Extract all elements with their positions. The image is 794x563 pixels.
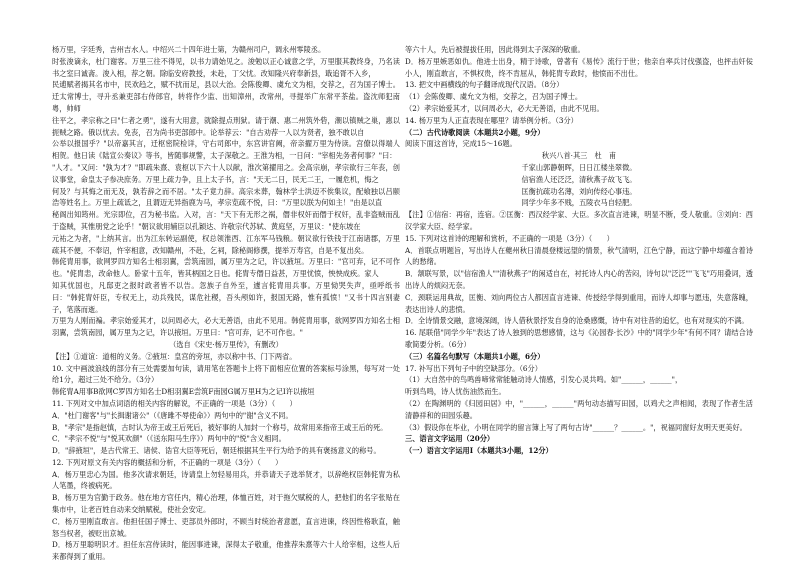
question-12-option-d2: D．杨万里嫉恶如仇。他进士出身，精于诗歌，曾著有《易传》流行于世；他亲自率兵讨伐强盗，也抨击奸佞小人，刚直敢言，不惧权贵，终不肯屈从，韩侂胄专政时，他愤而不出仕。 [405,56,753,78]
question-13-item-1: （1）会陈俊卿、虞允文为相，交荐之，召为国子博士。 [405,92,583,102]
passage-paragraph: 万里为人刚而褊。孝宗始爱其才，以问周必大，必大无善语，由此不见用。韩侂胄用事，欲网罗四方知名士相羽翼，尝筑南园，属万里为之记，许以掖垣。万里曰："官可弃，记不可作也。" [52,316,400,338]
passage-paragraph: 知其忧国也，凡邸吏之报时政者皆不以告。忽族子自外至，遽言侂胄用兵事。万里恸哭失声，亟呼纸书曰："韩侂胄奸臣，专权无上，动兵残民，谋危社稷，吾头颅如许，报国无路，惟有孤愤！"又书十四言别妻子，笔落而逝。 [52,280,400,314]
passage-paragraph: 韩侂胄用事，欲网罗四方知名士相羽翼，尝筑南园，属万里为之记，许以掖垣。万里曰："官可弃，记不可作也。"侂胄恚，改命他人。卧家十五年，皆其柄国之日也。侂胄专僭日益甚，万里忧愤，怏怏成疾。家人 [52,257,400,279]
passage-source: （选自《宋史·杨万里传》，有删改） [169,339,283,349]
subsection-heading-language: （一）语言文字运用Ⅰ（本题共3小题，12分） [405,446,553,456]
question-15-option-d: D．全诗情景交融，意境深阔，诗人借秋景抒发自身的沧桑感慨，诗中有对往昔的追忆，也有对现实的不满。 [405,316,749,326]
question-15-option-a: A．首联点明题旨，写出诗人在夔州秋日清晨登楼远望的情景，秋气清明，江色宁静，而这宁静中却蕴含着诗人的愁绪。 [405,245,753,267]
question-12-option-d: D．杨万里聪明识才。担任东宫侍读时，能因事进谏，深得太子敬重，他推荐朱熹等六十人给宰相，这些人后来都得到了重用。 [52,540,400,562]
passage-paragraph: "人才。"又问："孰为才？"即疏朱熹、袁枢以下六十人以献，淮次第擢用之。会高宗崩，孝宗欲行三年丧，创议事堂，命皇太子参决庶务。万里上疏力争，且上太子书，言："天无二日，民无二王，一履危机，悔之 [52,162,400,184]
poem-line: 匡衡抗疏功名薄，刘向传经心事违。 [521,186,637,196]
poem-note: 【注】①信宿：再宿，连宿。②匡衡：西汉经学家、大臣。多次直言进谏，明显不断，受人敬重。③刘向：西汉学家大臣、经学家。 [405,210,753,231]
question-12-option-c: C．杨万里刚直敢言。他担任国子博士、吏部员外郎时，不顾当时统治者意愿，直言进谏，终因性格耿直，触怒当权者，被贬出京城。 [52,516,400,538]
question-15-option-b: B．颔联写景，以"信宿渔人""清秋燕子"的闲适自在，衬托诗人内心的苦闷，诗句以"泛泛""飞飞"巧用叠词，透出诗人的烦闷无奈。 [405,269,753,290]
poem-line: 同学少年多不贱，五陵衣马自轻肥。 [521,198,637,208]
question-10: 10. 文中画波浪线的部分有三处需要加句读，请用笔在答题卡上将下面相应位置的答案标号涂黑，每写对一处给1分，超过三处不给分。（3分） [52,363,400,385]
question-12-option-b: B．杨万里为官勤于政务。他在地方官任内，精心治理，体恤百姓，对于拖欠赋税的人，把他们的名字张贴在集市中，让老百姓自动来交纳赋税，使社会安定。 [52,493,400,515]
poem-line: 千家山郭静朝晖，日日江楼坐翠微。 [521,162,637,172]
right-column [405,44,753,457]
left-column [52,44,400,563]
question-14: 14. 杨万里为人正直表现在哪里？请举例分析。（3分） [405,115,578,125]
passage-paragraph: 往平之，孝宗称之曰"仁者之勇"，遂有大用意，就除提点刑狱。请于潮、惠二州筑外砦，潮以镇贼之巢，惠以扼贼之路。俄以忧去。免丧，召为尚书吏部郎中。论举荐云："自古劝荐一人以为贤者，独不敢以自 [52,115,400,137]
passage-paragraph: 秘阁出知筠州。光宗即位，召为秘书监。入对，言："天下有无形之祸，僭非权奸而僭于权奸，乱非盗贼而乱于盗贼，其惟朋党之论乎！"朝议欲用辅臣以孔颖达、许敬宗代苏轼、黄庭坚，万里议："使东坡在 [52,210,400,231]
question-15: 15. 下列对这首诗的理解和赏析，不正确的一项是（3分）（ ） [405,233,614,243]
poem-title: 秋兴八首·其三 杜 甫 [541,151,617,161]
passage-paragraph: 公举以报国乎？"以帝嘉其言，迁枢密院检详，守右司郎中，东宫讲官阙，帝亲擢万里为侍读。宫僚以得端人相贺。他日读《陆宣公奏议》等书，皆随事规警，太子深敬之。王淮为相，一日问："宰相先务者何事？"曰： [52,139,400,161]
question-16: 16. 尾联借"同学少年"表达了诗人独到的思想感情，这与《沁园春·长沙》中的"同学少年"有何不同？请结合诗歌简要分析。（6分） [405,328,753,349]
section-heading-language: 三、语言文字运用（20分） [405,434,495,444]
passage-paragraph: 杨万里，字廷秀，吉州吉水人。中绍兴二十四年进士第，为赣州司户，调永州零陵丞。 [52,45,326,54]
passage-paragraph: 元祐之为者，"上纳其言。出为江东转运副使，权总领淮西、江东军马钱粮。朝议欲行铁钱于江南诸郡，万里疏其不便，不奉诏，忤宰相意，改知赣州，不赴，乞祠，除秘阁修撰，提举万寿宫，自是不复出矣。 [52,233,400,255]
question-11-option-a: A．"杜门谢客"与"长揖谢诸公"（《唐雎不辱使命》）两句中的"谢"含义不同。 [52,410,293,420]
question-17-item-2: （2）在陶渊明的《归园田居》中，"______，______"两句动态描写田园，以鸡犬之声相闻，表现了作者生活清静祥和的田园乐趣。 [405,398,753,420]
question-17-item-1: （1）大自然中的鸟鸣兽啼常常能触动诗人情感，引发心灵共鸣。如"______，______"， [405,375,683,385]
passage-paragraph: 时张浚谪永，杜门谢客。万里三往不得见，以书力请始见之。浚勉以正心诚意之学，万里服其教终身，乃名读书之室曰诚斋。浚入相，荐之朝。除临安府教授，未赴，丁父忧。改知隆兴府奉新县，戢追胥不入乡， [52,56,400,78]
question-12-option-a: A．杨万里忠心为国。他多次请求朝廷，诗请皇上勿轻易用兵，并恭请天子选举贤才，以辞绝权臣韩侂胄为私人笔墨，终被病死。 [52,469,400,491]
question-15-option-c: C．颈联运用典故，匡衡、刘向两位古人都因直言进谏、传授经学得到重用，而诗人却事与愿违，失意落魄，表达出诗人的悲愤。 [405,292,753,314]
question-11-option-b: B．"孝宗"是指赵慎，古时认为帝王或王后死后，被好事的人加封一个称号，故常用来指帝王或王后的死。 [52,422,388,432]
question-11-option-c: C．"孝宗不悦"与"悦其欢颜"（《送东阳马生序》）两句中的"悦"含义相同。 [52,434,286,444]
question-10-options: 韩侂胄A用事B欲网C罗四方知名士D相羽翼E尝筑F南园G属万里H为之记I许以掖垣 [52,387,315,397]
question-17: 17. 补写出下列句子中的空缺部分。（6分） [405,363,542,373]
poetry-instruction: 阅读下面这首诗，完成15～16题。 [405,139,517,149]
question-11: 11. 下列对文中加点词语的相关内容的解说，不正确的一项是（3分）（ ） [52,398,297,408]
question-12-continued: 等六十人，先后被提拔任用，因此得到太子深深的敬重。 [405,45,585,54]
passage-paragraph: 民逋赋者揭其名市中，民欢趋之，赋不扰而足，县以大治。会陈俊卿、虞允文为相，交荐之，召为国子博士。迁太常博士，寻升丞兼吏部右侍郎官，转将作少监、出知漳州，改常州，寻提举广东常平茶盐。盗沈师犯南粤，帅师 [52,80,400,113]
passage-paragraph: 何及？与其悔之而无及，孰若辞之而不居。"太子竟力辞。高宗未葬，翰林学士洪迈不俟集议，配飨独以吕颐浩等姓名上。万里上疏诋之，且谓迈无异指鹿为马，孝宗览疏不悦，曰："万里以朕为何如主！"由是以直 [52,186,400,208]
question-17-item-1b: 听到鸟鸣，诗人忧伤油然而生。 [405,387,506,397]
passage-note: 【注】①道谊：道相的义务。②掖垣：皇宫的旁垣，亦以称中书、门下两省。 [52,351,297,361]
question-13: 13. 把文中画横线的句子翻译成现代汉语。（8分） [405,80,564,90]
poem-line: 信宿渔人还泛泛，清秋燕子故飞飞。 [521,174,637,184]
question-11-option-d: D．"辞掖垣"，是古代常王、诸侯、诰官大臣等死后，朝廷根据其生平行为给予的具有褒扬意义的称号。 [52,446,381,456]
section-heading-poetry: （二）古代诗歌阅读（本题共2小题，9分） [405,127,545,137]
question-13-item-2: （2）孝宗始爱其才，以问周必大，必大无善语，由此不见用。 [405,103,604,113]
question-17-item-3: （3）假设你在毕业，小明在同学的留言簿上写了两句古诗"______？______。"，祝福同窗好友明天更美好。 [405,422,747,432]
section-heading-recitation: （三）名篇名句默写（本题共1小题，6分） [405,351,545,361]
question-12: 12. 下列对原文有关内容的概括和分析，不正确的一项是（3分）（ ） [52,457,283,467]
